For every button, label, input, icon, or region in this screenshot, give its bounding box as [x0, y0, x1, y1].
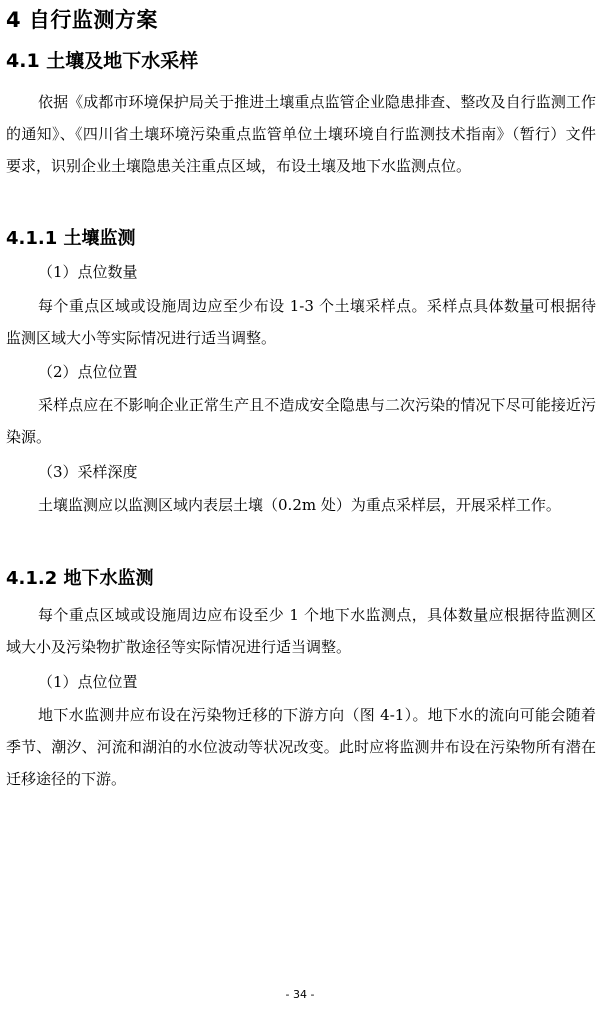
soil-item3-label: （3）采样深度 — [38, 463, 138, 481]
groundwater-item1-label: （1）点位位置 — [38, 673, 138, 691]
page-number: - 34 - — [285, 988, 315, 1001]
soil-item3-paragraph: 土壤监测应以监测区域内表层土壤（0.2m 处）为重点采样层，开展采样工作。 — [38, 496, 561, 514]
section-title-4-1-1: 4.1.1 土壤监测 — [6, 228, 136, 249]
soil-item2-label: （2）点位位置 — [38, 363, 138, 381]
soil-item2-paragraph: 采样点应在不影响企业正常生产且不造成安全隐患与二次污染的情况下尽可能接近污染源。 — [6, 396, 596, 446]
groundwater-intro-paragraph: 每个重点区域或设施周边应布设至少 1 个地下水监测点，具体数量应根据待监测区域大小及污染物扩散途径等实际情况进行适当调整。 — [6, 606, 596, 656]
soil-item1-label: （1）点位数量 — [38, 263, 138, 281]
chapter-title: 4 自行监测方案 — [6, 8, 158, 32]
section-4-1-intro-paragraph: 依据《成都市环境保护局关于推进土壤重点监管企业隐患排查、整改及自行监测工作的通知》、《四川省土壤环境污染重点监管单位土壤环境自行监测技术指南》（暂行）文件要求，识别企业土壤隐患关注重点区域，布设土壤及地下水监测点位。 — [6, 93, 596, 175]
soil-item1-paragraph: 每个重点区域或设施周边应至少布设 1-3 个土壤采样点。采样点具体数量可根据待监测区域大小等实际情况进行适当调整。 — [6, 297, 596, 347]
groundwater-item1-paragraph: 地下水监测井应布设在污染物迁移的下游方向（图 4-1）。地下水的流向可能会随着季节、潮汐、河流和湖泊的水位波动等状况改变。此时应将监测井布设在污染物所有潜在迁移途径的下游。 — [6, 706, 596, 788]
section-title-4-1: 4.1 土壤及地下水采样 — [6, 50, 199, 72]
section-title-4-1-2: 4.1.2 地下水监测 — [6, 568, 154, 589]
